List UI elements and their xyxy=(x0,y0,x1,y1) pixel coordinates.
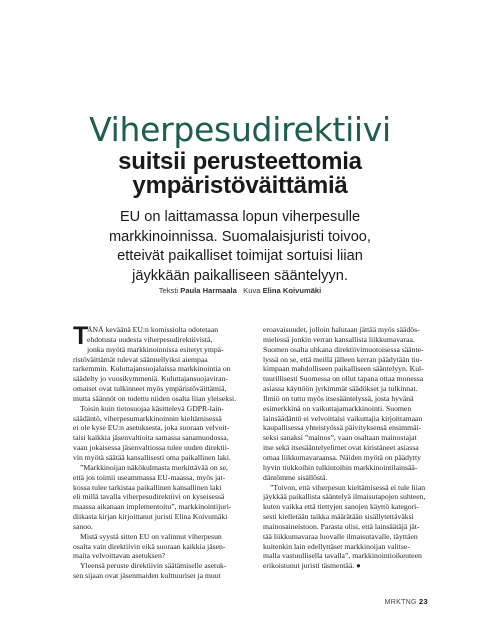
body-text-line: ei ole kyse EU:n asetuksesta, joka suoraan velvoit- xyxy=(73,423,230,433)
body-text-line: lyssä on se, että meillä jälleen kerran päädytään tiu- xyxy=(263,354,423,364)
body-text-line: mutta säännöt on todettu niiden osalta liian yleiseksi. xyxy=(73,393,237,403)
body-text-line: esimerkkinä on vaikuttajamarkkinointi. Suomen xyxy=(263,403,412,413)
body-text-line: tää liikkumavaraa luovalle ilmaisutavalle, täyttäen xyxy=(263,531,418,541)
body-text-line: hyvin tiukkoihin tulkintoihin markkinointilainsää- xyxy=(263,462,418,472)
body-text-line: ”Markkinoijan näkökulmasta merkittävää on se, xyxy=(80,462,228,472)
lead-line: jäykkään paikalliseen sääntelyyn. xyxy=(132,267,348,284)
page-number: 23 xyxy=(419,597,428,606)
body-text-line: ”Toivon, että viherpesun kieltämisessä ei tule liian xyxy=(270,482,426,492)
body-text-line: Suomen osalta uhkana direktiivimuotoisessa säänte- xyxy=(263,344,424,354)
body-text-line: sesti kielletään taikka määrätään sisällytettäväksi xyxy=(263,512,414,522)
body-text-line: taisi kaikkia jäsenvaltioita samassa sanamuodossa, xyxy=(73,433,229,443)
body-text-line: ristöväittämät tulevat säännellyiksi aiempaa xyxy=(73,354,208,364)
body-text-line: seksi sanaksi ”mainos”, vaan osaltaan mainostajat xyxy=(263,433,417,443)
lead-line: markkinoinnissa. Suomalaisjuristi toivoo, xyxy=(109,228,371,245)
body-text-line: kuten vaikka että tiettyjen sanojen käyttö kategori- xyxy=(263,502,419,512)
body-text-line: eroavaisuudet, jolloin halutaan jättää myös säädös- xyxy=(263,325,420,334)
body-text-line: säädelty jo vuosikymmeniä. Kuluttajansuojaviran- xyxy=(73,374,228,384)
page-footer xyxy=(385,597,428,606)
body-text-line: ÄNÄ keväänä EU:n komissiolta odotetaan xyxy=(87,325,219,334)
lead-line: EU on laittamassa lopun viherpesulle xyxy=(119,209,361,225)
body-text-line: vaan jokaisessa jäsenvaltiossa tulee uuden direktii- xyxy=(73,443,230,453)
body-text-line: däntömme sisällöstä. xyxy=(263,472,328,482)
body-text-line: vin myötä säätää kansallisesti oma paikallinen laki. xyxy=(73,452,231,462)
body-text-line: maita velvoittavan asetuksen? xyxy=(73,551,166,561)
body-text-line: jäykkää paikallista sääntelyä ilmaisutapojen suhteen, xyxy=(263,492,426,502)
body-text-line: Ilmiö on tuttu myös itsesääntelyssä, josta hyvänä xyxy=(263,393,414,403)
body-text-line: osalta vain direktiivin eikä suoraan kaikkia jäsen- xyxy=(73,541,226,551)
body-text-line: asiassa käyttöön jyrkimmät säädökset ja tulkinnat. xyxy=(263,384,418,394)
body-text-line: että jos toimii useammassa EU-maassa, myös jat- xyxy=(73,472,226,482)
body-text-line: omaa liikkumavaraansa. Näiden myötä on päädytty xyxy=(263,452,421,462)
body-text-line: kimpaan mahdolliseen paikalliseen sääntelyyn. Kul- xyxy=(263,364,424,374)
credit-photo-label: Kuva xyxy=(243,286,261,295)
credit-text-label: Teksti xyxy=(158,286,179,295)
article-lead xyxy=(100,208,380,286)
body-text-line: jonka myötä markkinoinnissa esitetyt ympä- xyxy=(87,344,224,354)
article-credits xyxy=(0,286,480,295)
body-text-line: sanoo. xyxy=(73,521,93,531)
body-column-right xyxy=(263,325,455,571)
body-text-line: itse sekä itsesääntelyelimet ovat kiristäneet asiassa xyxy=(263,443,419,453)
body-text-line: sen sijaan ovat jäsenmaiden kulttuuriset ja muut xyxy=(73,571,221,581)
body-text-line: ehdotusta uudesta viherpesudirektiivistä, xyxy=(87,334,213,344)
body-text-line: maassa aikanaan implementoitu”, markkinointijuri- xyxy=(73,502,232,512)
article-subtitle xyxy=(0,150,480,198)
body-text-line: tarkemmin. Kuluttajansuojalaissa markkinointia on xyxy=(73,364,231,374)
body-text-line: kuitenkin lain edellyttäset markkinoijan valitse- xyxy=(263,541,410,551)
body-text-line: lainsäädäntö ei velvoittaisi vaikuttajia kirjoittamaan xyxy=(263,413,423,423)
subtitle-line: ympäristöväittämiä xyxy=(132,172,348,199)
body-text-line: säädäntö, viherpesumarkkinoinnin kieltämisessä xyxy=(73,413,222,423)
body-text-line: mielessä jonkin verran kansallista liikkumavaraa. xyxy=(263,334,415,344)
body-text-line: tuurillisesti Suomessa on ollut tapana ottaa monessa xyxy=(263,374,424,384)
body-text-line: diikasta kirjan kirjoittanut juristi Elina Koivumäki xyxy=(73,512,228,522)
body-column-left xyxy=(73,322,265,581)
subtitle-line: suitsii perusteettomia xyxy=(118,148,362,175)
body-text-line: kossa tulee tarkistaa paikallinen kansallinen laki xyxy=(73,482,222,492)
body-text-line: Yleensä peruste direktiivin säätämiselle asetuk- xyxy=(80,561,227,571)
drop-cap: T xyxy=(73,322,89,350)
body-text-line: eli millä tavalla viherpesudirektiivi on kyseisessä xyxy=(73,492,225,502)
credit-text-name: Paula Harmaala xyxy=(180,286,237,295)
magazine-name: MRKTNG xyxy=(384,599,417,606)
body-text-line: erikoistunut juristi täsmentää. ● xyxy=(263,561,361,571)
body-text-line: kaupallisessa yhteistyössä päivityksensä ensimmäi- xyxy=(263,423,422,433)
lead-line: etteivät paikalliset toimijat sortuisi liian xyxy=(117,248,363,264)
body-text-line: Mistä syystä sitten EU on valinnut viherpesun xyxy=(80,531,222,541)
credit-photo-name: Elina Koivumäki xyxy=(262,286,322,295)
body-text-line: malla vastuullisella tavalla”, markkinointioikeuteen xyxy=(263,551,422,561)
body-text-line: mainosaineistoon. Parasta olisi, että lainsäätäjä jät- xyxy=(263,521,420,531)
body-text-line: omaiset ovat tulkinneet myös ympäristöväittämiä, xyxy=(73,384,227,394)
body-text-line: Toisin kuin tietosuojaa käsittelevä GDPR-lain- xyxy=(80,403,224,413)
article-title: Viherpesudirektiivi xyxy=(89,110,391,149)
